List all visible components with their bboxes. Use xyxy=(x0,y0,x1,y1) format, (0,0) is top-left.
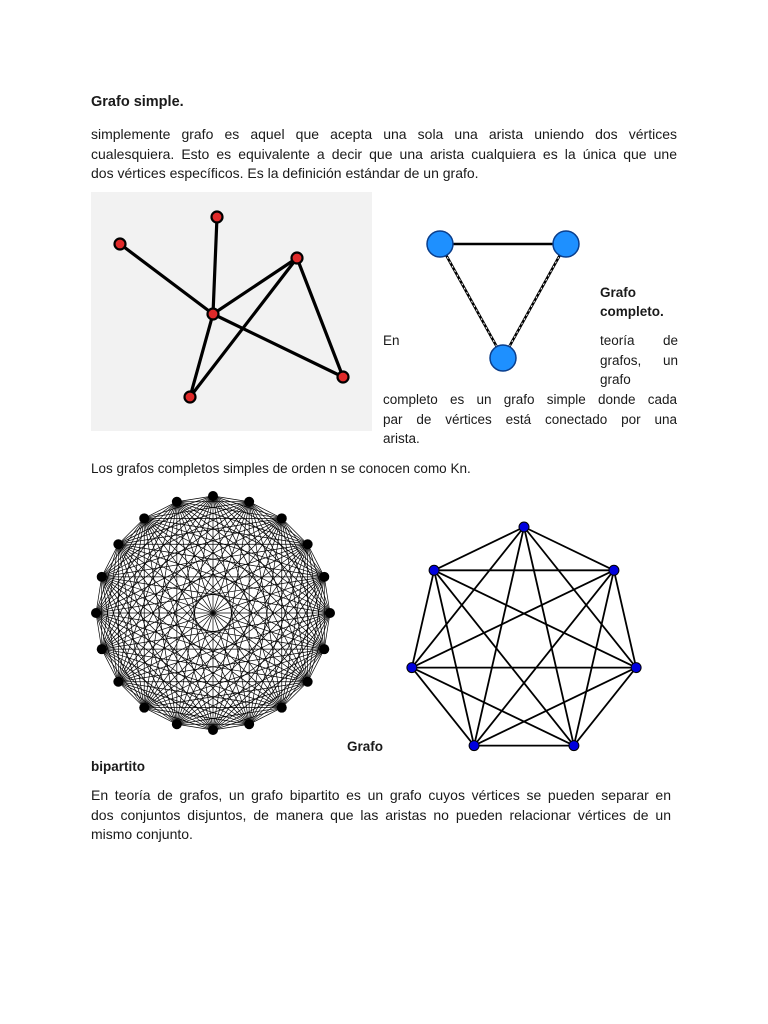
graph-vertex xyxy=(609,565,619,575)
graph-vertex xyxy=(303,677,313,687)
k20-graph-figure xyxy=(88,485,338,741)
graph-vertex xyxy=(139,513,149,523)
graph-vertex xyxy=(91,608,101,618)
graph-vertex xyxy=(113,677,123,687)
graph-vertex xyxy=(208,491,218,501)
graph-vertex xyxy=(97,644,107,654)
graph-vertex xyxy=(490,345,516,371)
graph-edge xyxy=(474,570,614,745)
paragraph-line: dos vértices específicos. Es la definición estándar de un grafo. xyxy=(91,165,479,181)
text-en: En xyxy=(383,333,400,348)
triangle-graph-svg xyxy=(420,226,590,378)
graph-vertex xyxy=(113,539,123,549)
graph-edge xyxy=(524,527,574,746)
text-grafo: grafo xyxy=(600,372,631,387)
graph-edge xyxy=(474,668,636,746)
text-grafos: grafos, un xyxy=(600,353,678,368)
graph-edge xyxy=(434,570,574,745)
graph-edge xyxy=(213,613,330,730)
graph-edge xyxy=(213,258,297,314)
graph-vertex xyxy=(244,719,254,729)
graph-vertex xyxy=(631,663,641,673)
graph-vertex xyxy=(429,565,439,575)
simple-graph-vertices xyxy=(115,212,349,403)
text-teoria: teoría de xyxy=(600,333,678,348)
graph-vertex xyxy=(172,719,182,729)
graph-vertex xyxy=(97,572,107,582)
graph-vertex xyxy=(553,231,579,257)
paragraph-grafo-bipartito xyxy=(91,786,671,845)
paragraph-line: arista. xyxy=(383,431,420,446)
graph-vertex xyxy=(319,572,329,582)
graph-edges xyxy=(412,527,636,746)
paragraph-line: mismo conjunto. xyxy=(91,826,193,842)
paragraph-line: completo es un grafo simple donde cada xyxy=(383,392,677,407)
paragraph-line: cualesquiera. Esto es equivalente a decir que una arista cualquiera es la única que une xyxy=(91,145,677,162)
graph-vertex xyxy=(212,212,223,223)
paragraph-line: par de vértices está conectado por una xyxy=(383,411,677,427)
graph-edge xyxy=(412,570,614,667)
graph-edge xyxy=(412,668,574,746)
k7-graph-figure xyxy=(398,516,648,770)
graph-vertex xyxy=(325,608,335,618)
graph-edge xyxy=(434,570,636,667)
graph-vertex xyxy=(244,497,254,507)
graph-edge xyxy=(177,502,308,545)
section-title-grafo-simple: Grafo simple. xyxy=(91,94,184,110)
paragraph-grafo-simple xyxy=(91,125,677,184)
graph-edge xyxy=(213,217,217,314)
graph-vertex xyxy=(185,392,196,403)
graph-edge xyxy=(177,502,324,649)
graph-edge xyxy=(96,496,213,613)
simple-graph-svg xyxy=(91,192,372,431)
graph-edge xyxy=(96,613,213,730)
section-title-grafo-completo-line2: completo. xyxy=(600,304,664,319)
graph-vertex xyxy=(208,725,218,735)
kn-sentence: Los grafos completos simples de orden n se conocen como Kn. xyxy=(91,461,471,476)
graph-vertex xyxy=(303,539,313,549)
graph-vertex xyxy=(292,253,303,264)
graph-edge xyxy=(177,502,213,730)
paragraph-line: dos conjuntos disjuntos, de manera que las aristas no pueden relacionar vértices de un xyxy=(91,806,671,823)
section-title-grafo-completo-line1: Grafo xyxy=(600,285,637,300)
graph-vertex xyxy=(407,663,417,673)
graph-vertex xyxy=(277,513,287,523)
graph-edge xyxy=(120,244,213,314)
graph-vertex xyxy=(319,644,329,654)
graph-vertices xyxy=(407,522,641,751)
graph-edge xyxy=(102,518,145,649)
graph-edge xyxy=(434,527,524,570)
triangle-edges xyxy=(440,244,566,358)
paragraph-line: En teoría de grafos, un grafo bipartito es un grafo cuyos vértices se pueden separar en xyxy=(91,787,671,803)
graph-edge xyxy=(96,502,177,613)
simple-graph-edges xyxy=(120,217,343,397)
graph-vertex xyxy=(139,703,149,713)
graph-vertex xyxy=(338,372,349,383)
graph-edge xyxy=(213,496,330,613)
section-title-grafo-bipartito-part1: Grafo xyxy=(347,739,384,754)
graph-vertex xyxy=(469,741,479,751)
graph-edge xyxy=(524,527,614,570)
graph-edge xyxy=(190,258,297,397)
section-title-grafo-bipartito-part2: bipartito xyxy=(91,759,145,774)
triangle-edge-highlights xyxy=(440,244,566,358)
graph-vertex xyxy=(115,239,126,250)
paragraph-line: simplemente grafo es aquel que acepta una sola una arista uniendo dos vértices xyxy=(91,126,677,142)
graph-edge xyxy=(102,577,249,724)
graph-vertex xyxy=(172,497,182,507)
paragraph-grafo-completo xyxy=(383,390,677,449)
graph-vertex xyxy=(427,231,453,257)
triangle-graph-figure xyxy=(420,226,590,378)
graph-edge xyxy=(144,518,213,730)
graph-edge xyxy=(474,527,524,746)
graph-vertex xyxy=(277,703,287,713)
k20-graph-svg xyxy=(88,485,338,741)
k7-graph-svg xyxy=(398,516,648,770)
graph-vertex xyxy=(208,309,219,320)
simple-graph-figure xyxy=(91,192,372,431)
triangle-vertices xyxy=(427,231,579,371)
graph-edges xyxy=(96,496,330,730)
graph-vertex xyxy=(519,522,529,532)
graph-vertex xyxy=(569,741,579,751)
